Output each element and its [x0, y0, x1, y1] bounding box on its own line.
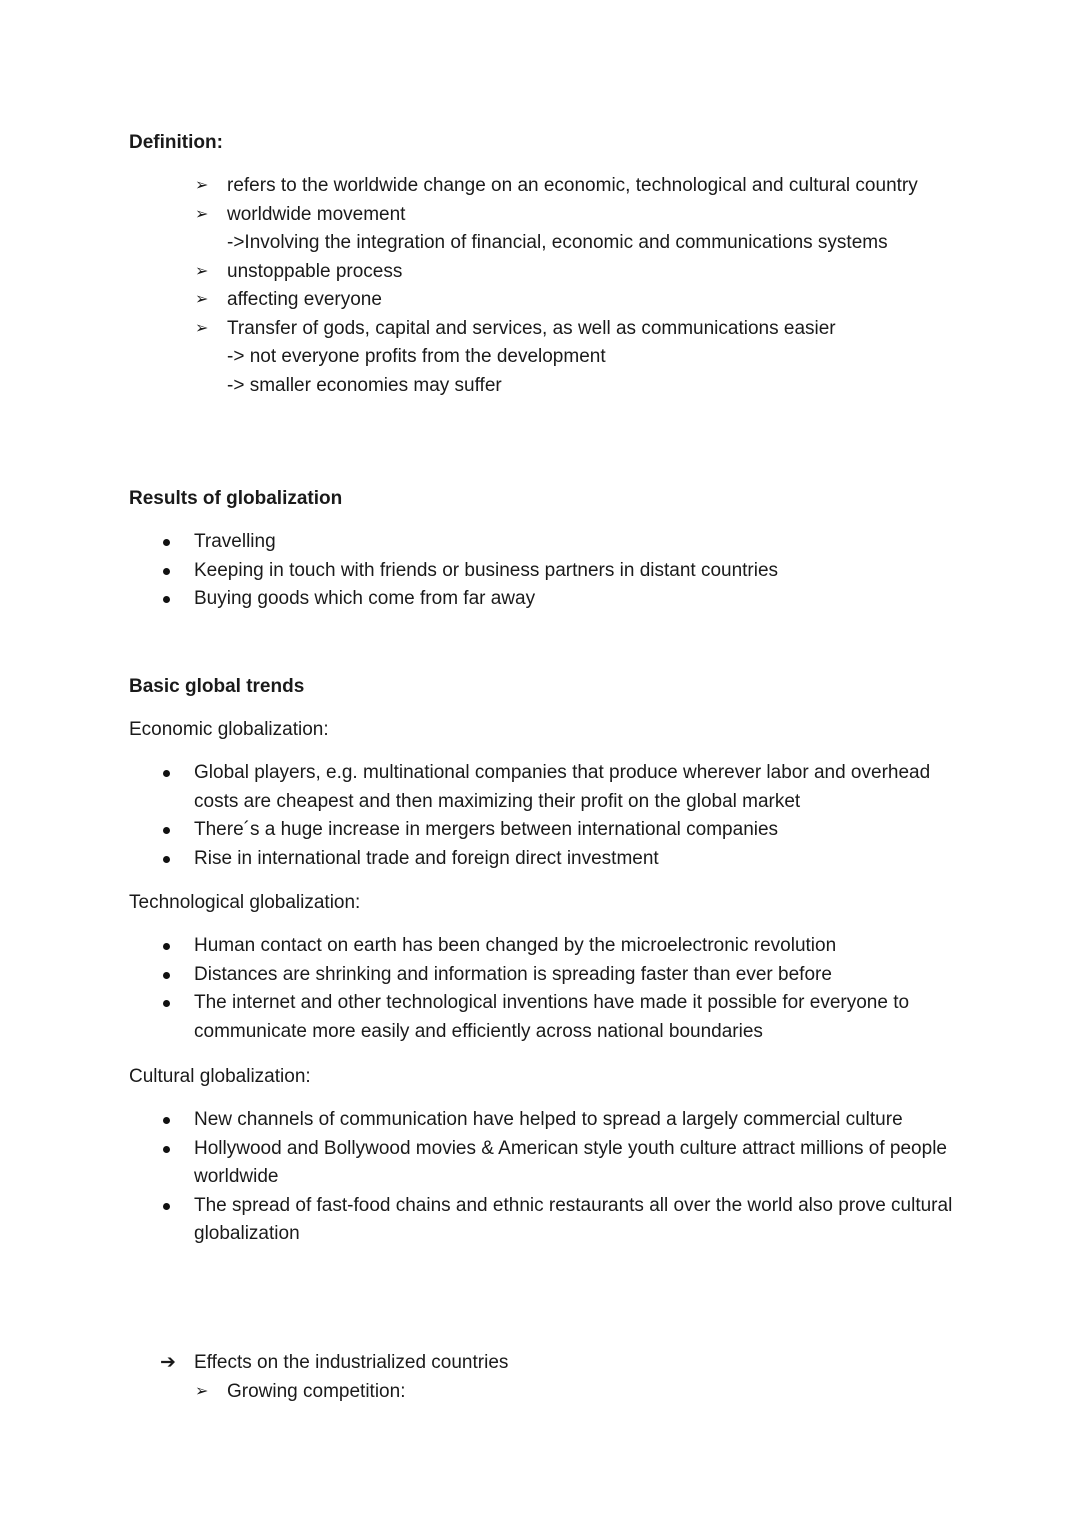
filled-dot-bullet-icon	[163, 568, 170, 575]
arrowhead-bullet-icon: ➢	[195, 262, 209, 280]
economic-item-text: Rise in international trade and foreign direct investment	[194, 847, 659, 869]
results-item-text: Keeping in touch with friends or business partners in distant countries	[194, 559, 779, 581]
filled-dot-bullet-icon	[163, 943, 170, 950]
effects-sub-row	[160, 1378, 960, 1407]
filled-dot-bullet-icon	[163, 827, 170, 834]
results-item-text: Buying goods which come from far away	[194, 588, 536, 609]
filled-dot-bullet-icon	[163, 1117, 170, 1124]
economic-item-text: There´s a huge increase in mergers between international companies	[194, 819, 779, 840]
economic-list	[160, 759, 960, 873]
definition-item-text: worldwide movement	[227, 203, 406, 225]
effects-main-row	[160, 1349, 960, 1378]
economic-label: Economic globalization:	[129, 719, 329, 740]
cultural-label: Cultural globalization:	[129, 1066, 311, 1087]
definition-item	[195, 286, 955, 315]
technological-item	[160, 989, 960, 1046]
definition-item-text: refers to the worldwide change on an economic, technological and cultural country	[227, 175, 918, 196]
definition-subnote: -> smaller economies may suffer	[227, 374, 502, 396]
filled-dot-bullet-icon	[163, 1146, 170, 1153]
arrowhead-bullet-icon: ➢	[195, 1382, 209, 1400]
results-item	[160, 585, 960, 614]
results-list	[160, 528, 960, 614]
technological-item-text: Distances are shrinking and information is spreading faster than ever before	[194, 963, 832, 985]
results-item	[160, 528, 960, 557]
cultural-item-text: Hollywood and Bollywood movies & American style youth culture attract millions of people worldwide	[194, 1137, 947, 1187]
results-item	[160, 557, 960, 586]
effects-section	[160, 1349, 960, 1406]
cultural-list	[160, 1106, 960, 1249]
cultural-item	[160, 1106, 960, 1135]
definition-item	[195, 172, 955, 201]
filled-dot-bullet-icon	[163, 972, 170, 979]
filled-dot-bullet-icon	[163, 1203, 170, 1210]
arrowhead-bullet-icon: ➢	[195, 177, 209, 194]
cultural-item-text: New channels of communication have helped to spread a largely commercial culture	[194, 1109, 903, 1130]
definition-item-text: unstoppable process	[227, 260, 403, 282]
technological-item-text: Human contact on earth has been changed by the microelectronic revolution	[194, 935, 837, 956]
filled-dot-bullet-icon	[163, 856, 170, 863]
definition-item-text: affecting everyone	[227, 289, 382, 310]
economic-item	[160, 816, 960, 845]
economic-item-text: Global players, e.g. multinational companies that produce wherever labor and overhead costs are cheapest and then maximizing their profit on the global market	[194, 762, 931, 812]
technological-list	[160, 932, 960, 1046]
effects-sub-text: Growing competition:	[227, 1380, 406, 1402]
technological-label: Technological globalization:	[129, 892, 361, 913]
definition-list	[195, 172, 955, 400]
cultural-item	[160, 1192, 960, 1249]
economic-item	[160, 845, 960, 874]
definition-subnote: -> not everyone profits from the development	[227, 346, 606, 367]
technological-item-text: The internet and other technological inventions have made it possible for everyone to communicate more easily and efficiently across national boundaries	[194, 992, 910, 1042]
filled-dot-bullet-icon	[163, 539, 170, 546]
arrowhead-bullet-icon: ➢	[195, 205, 209, 223]
filled-dot-bullet-icon	[163, 770, 170, 777]
filled-dot-bullet-icon	[163, 596, 170, 603]
technological-item	[160, 961, 960, 990]
definition-item	[195, 201, 955, 230]
arrowhead-bullet-icon: ➢	[195, 291, 209, 308]
cultural-item-text: The spread of fast-food chains and ethnic restaurants all over the world also prove cultural globalization	[194, 1194, 953, 1244]
effects-main-text: Effects on the industrialized countries	[194, 1352, 509, 1373]
economic-item	[160, 759, 960, 816]
definition-item	[195, 315, 955, 344]
results-item-text: Travelling	[194, 531, 276, 552]
trends-heading: Basic global trends	[129, 676, 305, 697]
bold-right-arrow-icon: ➔	[160, 1352, 176, 1373]
technological-item	[160, 932, 960, 961]
arrowhead-bullet-icon: ➢	[195, 319, 209, 337]
definition-item	[195, 258, 955, 287]
definition-subnote: ->Involving the integration of financial, economic and communications systems	[227, 232, 888, 253]
filled-dot-bullet-icon	[163, 1000, 170, 1007]
definition-item-text: Transfer of gods, capital and services, as well as communications easier	[227, 317, 836, 339]
definition-heading: Definition:	[129, 132, 223, 153]
cultural-item	[160, 1135, 960, 1192]
results-heading: Results of globalization	[129, 488, 343, 509]
